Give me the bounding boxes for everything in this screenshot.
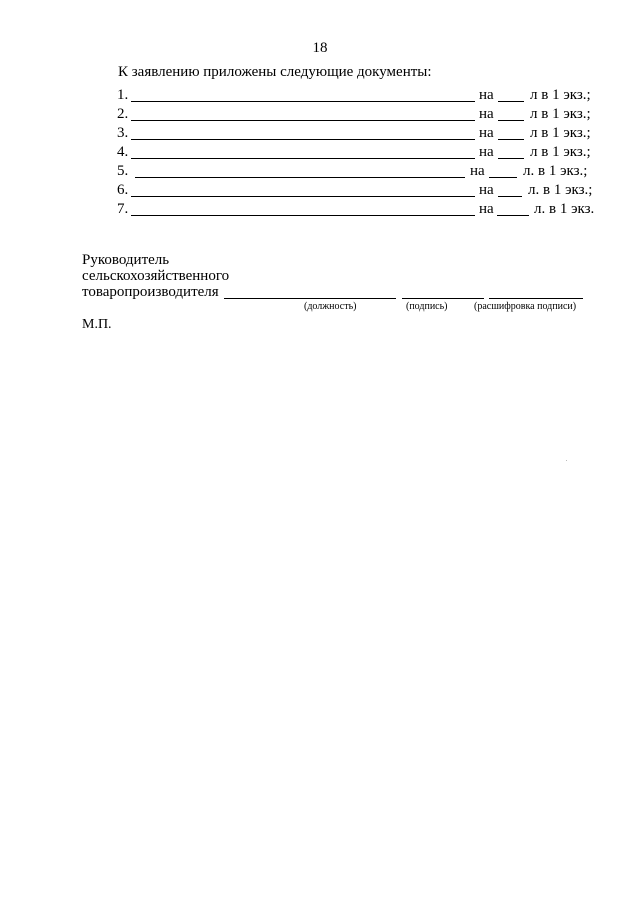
na-label: на [470,163,485,179]
document-name-blank [131,215,475,216]
item-number: 5. [117,163,129,179]
page-count-blank [498,139,524,140]
page-count-blank [498,158,524,159]
attachment-row [117,124,595,143]
na-label: на [479,87,494,103]
item-number: 7. [117,201,129,217]
attachment-row [117,105,595,124]
signature-blank [402,298,484,299]
na-label: на [479,106,494,122]
item-number: 4. [117,144,129,160]
attachment-row [117,143,595,162]
scan-speck [566,460,567,461]
item-number: 3. [117,125,129,141]
copies-label: л в 1 экз.; [530,144,591,160]
attachment-row [117,162,595,181]
name-transcript-blank [489,298,583,299]
document-name-blank [131,101,475,102]
copies-label: л. в 1 экз.; [528,182,593,198]
stamp-place-label: М.П. [82,317,112,332]
document-name-blank [131,158,475,159]
na-label: на [479,201,494,217]
document-name-blank [131,139,475,140]
copies-label: л. в 1 экз.; [523,163,588,179]
position-caption: (должность) [304,301,357,312]
signature-caption: (подпись) [406,301,448,312]
copies-label: л в 1 экз.; [530,106,591,122]
attachment-row [117,200,595,219]
na-label: на [479,125,494,141]
name-transcript-caption: (расшифровка подписи) [474,301,577,312]
page-count-blank [489,177,517,178]
signature-title-line-2: сельскохозяйственного [82,268,230,284]
copies-label: л в 1 экз.; [530,87,591,103]
copies-label: л. в 1 экз. [534,201,595,217]
page-count-blank [497,215,529,216]
page-number: 18 [312,40,328,56]
attachments-heading: К заявлению приложены следующие документы: [118,64,432,80]
item-number: 6. [117,182,129,198]
document-name-blank [131,120,475,121]
na-label: на [479,144,494,160]
document-name-blank [131,196,475,197]
signature-title-line-1: Руководитель [82,252,170,268]
item-number: 1. [117,87,129,103]
position-blank [224,298,396,299]
attachment-row [117,86,595,105]
page-count-blank [498,196,522,197]
item-number: 2. [117,106,129,122]
signature-title-line-3: товаропроизводителя [82,284,219,300]
attachment-row [117,181,595,200]
na-label: на [479,182,494,198]
page-count-blank [498,120,524,121]
copies-label: л в 1 экз.; [530,125,591,141]
page-count-blank [498,101,524,102]
document-name-blank [135,177,465,178]
